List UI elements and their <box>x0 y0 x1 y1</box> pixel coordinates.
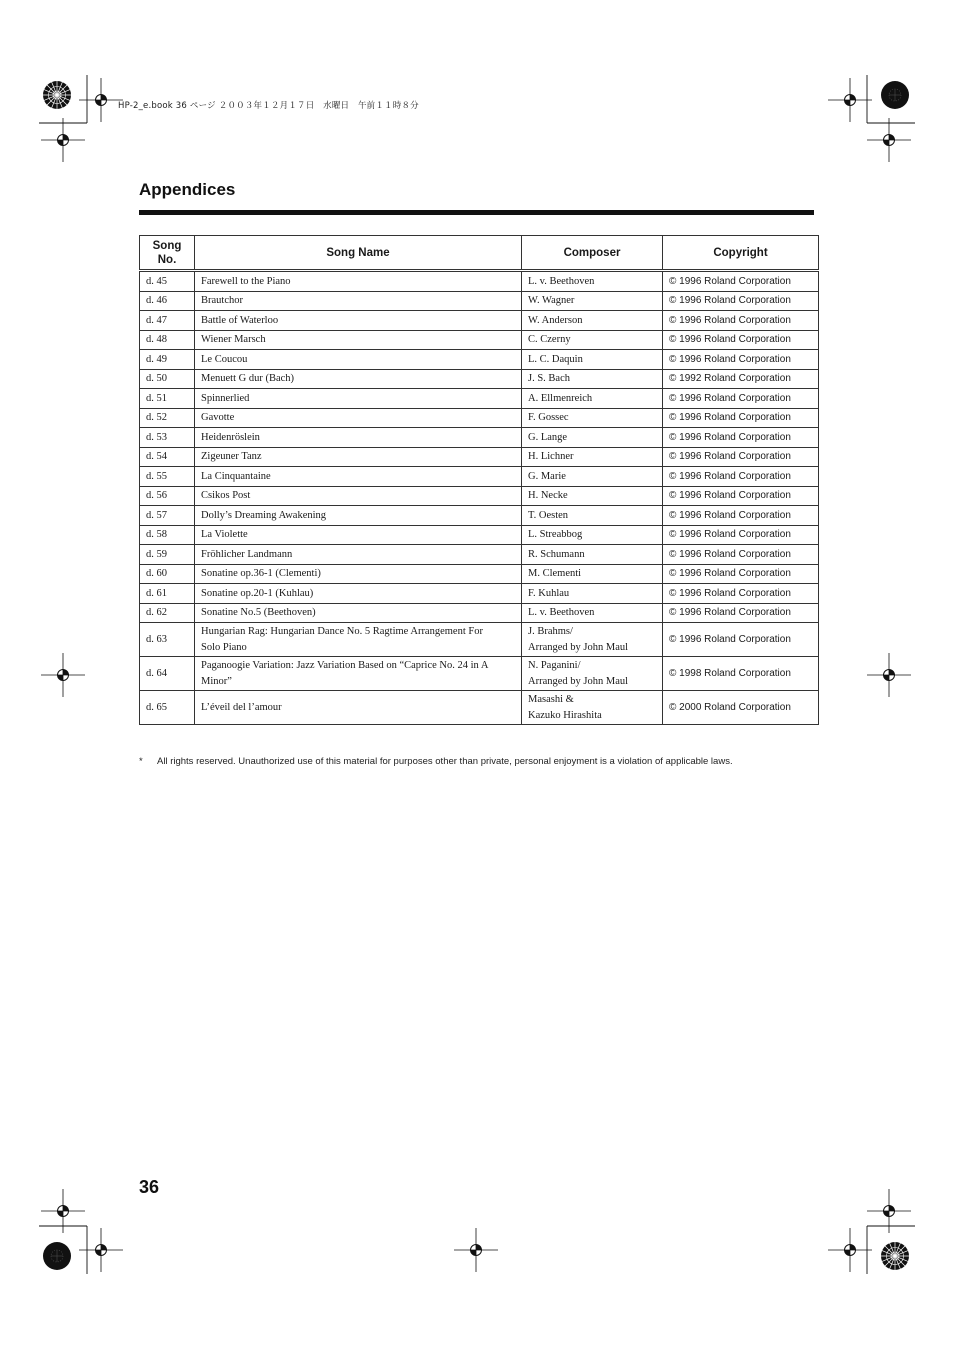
song-number-cell: d. 50 <box>140 369 195 389</box>
composer-cell: F. Kuhlau <box>522 584 663 604</box>
table-row <box>140 467 819 487</box>
song-name-cell: Brautchor <box>195 291 522 311</box>
table-row <box>140 545 819 565</box>
composer-cell: C. Czerny <box>522 330 663 350</box>
copyright-cell: © 1996 Roland Corporation <box>663 330 819 350</box>
song-name-cell <box>195 691 522 725</box>
footnote-marker: * <box>139 756 143 767</box>
song-name-cell: Spinnerlied <box>195 389 522 409</box>
copyright-cell: © 1996 Roland Corporation <box>663 623 819 657</box>
song-name-cell <box>195 623 522 657</box>
composer-cell: G. Marie <box>522 467 663 487</box>
composer-cell <box>522 691 663 725</box>
song-number-cell: d. 52 <box>140 408 195 428</box>
composer-cell: G. Lange <box>522 428 663 448</box>
copyright-cell: © 1996 Roland Corporation <box>663 291 819 311</box>
copyright-cell: © 1996 Roland Corporation <box>663 525 819 545</box>
song-number-cell: d. 57 <box>140 506 195 526</box>
song-number-cell: d. 65 <box>140 691 195 725</box>
composer-cell: W. Anderson <box>522 311 663 331</box>
song-number-cell: d. 49 <box>140 350 195 370</box>
section-title: Appendices <box>139 180 236 199</box>
copyright-cell: © 1996 Roland Corporation <box>663 584 819 604</box>
copyright-cell: © 1996 Roland Corporation <box>663 447 819 467</box>
composer-line: Arranged by John Maul <box>528 641 629 653</box>
footnote-text: All rights reserved. Unauthorized use of this material for purposes other than private, personal enjoyment is a violation of applicable laws. <box>157 756 733 767</box>
copyright-cell: © 1996 Roland Corporation <box>663 603 819 623</box>
song-number-cell: d. 45 <box>140 271 195 292</box>
composer-cell: W. Wagner <box>522 291 663 311</box>
table-row <box>140 408 819 428</box>
table-row <box>140 389 819 409</box>
song-number-cell: d. 47 <box>140 311 195 331</box>
song-name-cell: Sonatine No.5 (Beethoven) <box>195 603 522 623</box>
song-name-line: Paganoogie Variation: Jazz Variation Based on “Caprice No. 24 in A <box>201 660 489 671</box>
table-row <box>140 657 819 691</box>
song-number-cell: d. 63 <box>140 623 195 657</box>
table-row <box>140 623 819 657</box>
composer-cell: L. v. Beethoven <box>522 271 663 292</box>
composer-line: Kazuko Hirashita <box>528 709 602 721</box>
table-row <box>140 350 819 370</box>
copyright-cell: © 1996 Roland Corporation <box>663 389 819 409</box>
song-number-cell: d. 56 <box>140 486 195 506</box>
song-name-cell: Wiener Marsch <box>195 330 522 350</box>
song-name-cell: La Violette <box>195 525 522 545</box>
song-name-cell: Heidenröslein <box>195 428 522 448</box>
song-number-cell: d. 48 <box>140 330 195 350</box>
table-row <box>140 486 819 506</box>
song-name-cell: Farewell to the Piano <box>195 271 522 292</box>
copyright-cell: © 1996 Roland Corporation <box>663 486 819 506</box>
composer-cell: L. v. Beethoven <box>522 603 663 623</box>
song-name-cell: Gavotte <box>195 408 522 428</box>
composer-cell <box>522 657 663 691</box>
composer-cell: A. Ellmenreich <box>522 389 663 409</box>
table-row <box>140 603 819 623</box>
composer-line: Arranged by John Maul <box>528 675 629 687</box>
composer-cell: J. S. Bach <box>522 369 663 389</box>
composer-line: J. Brahms/ <box>528 626 573 637</box>
copyright-cell: © 1996 Roland Corporation <box>663 271 819 292</box>
song-name-cell: Menuett G dur (Bach) <box>195 369 522 389</box>
table-row <box>140 525 819 545</box>
composer-cell: R. Schumann <box>522 545 663 565</box>
table-row <box>140 584 819 604</box>
composer-cell: H. Lichner <box>522 447 663 467</box>
song-number-cell: d. 62 <box>140 603 195 623</box>
composer-cell <box>522 623 663 657</box>
table-row <box>140 447 819 467</box>
copyright-cell: © 1996 Roland Corporation <box>663 564 819 584</box>
header-song-no: Song No. <box>140 236 195 271</box>
composer-line: N. Paganini/ <box>528 660 581 671</box>
table-row <box>140 506 819 526</box>
copyright-cell: © 1996 Roland Corporation <box>663 428 819 448</box>
song-name-cell: Le Coucou <box>195 350 522 370</box>
copyright-cell: © 1996 Roland Corporation <box>663 545 819 565</box>
composer-cell: M. Clementi <box>522 564 663 584</box>
table-row <box>140 564 819 584</box>
title-rule <box>139 210 814 215</box>
song-name-cell: Sonatine op.20-1 (Kuhlau) <box>195 584 522 604</box>
header-copyright: Copyright <box>663 236 819 271</box>
song-number-cell: d. 61 <box>140 584 195 604</box>
song-number-cell: d. 55 <box>140 467 195 487</box>
copyright-cell: © 1996 Roland Corporation <box>663 467 819 487</box>
song-number-cell: d. 59 <box>140 545 195 565</box>
composer-cell: H. Necke <box>522 486 663 506</box>
song-name-cell: Fröhlicher Landmann <box>195 545 522 565</box>
table-row <box>140 428 819 448</box>
print-header: HP-2_e.book 36 ページ ２００３年１２月１７日 水曜日 午前１１時８分 <box>118 101 419 111</box>
copyright-cell: © 1998 Roland Corporation <box>663 657 819 691</box>
table-row <box>140 369 819 389</box>
page-number: 36 <box>139 1177 160 1197</box>
song-name-cell: Sonatine op.36-1 (Clementi) <box>195 564 522 584</box>
header-song-name: Song Name <box>195 236 522 271</box>
song-name-line: Solo Piano <box>201 641 247 653</box>
table-row <box>140 291 819 311</box>
table-row <box>140 691 819 725</box>
composer-line: Masashi & <box>528 694 574 705</box>
table-row <box>140 330 819 350</box>
song-name-cell: Dolly’s Dreaming Awakening <box>195 506 522 526</box>
song-name-line: Hungarian Rag: Hungarian Dance No. 5 Ragtime Arrangement For <box>201 626 483 637</box>
copyright-cell: © 1996 Roland Corporation <box>663 506 819 526</box>
song-name-cell: La Cinquantaine <box>195 467 522 487</box>
song-number-cell: d. 54 <box>140 447 195 467</box>
copyright-cell: © 2000 Roland Corporation <box>663 691 819 725</box>
song-number-cell: d. 53 <box>140 428 195 448</box>
copyright-cell: © 1992 Roland Corporation <box>663 369 819 389</box>
composer-cell: L. Streabbog <box>522 525 663 545</box>
song-name-line: L’éveil del l’amour <box>201 701 282 713</box>
song-name-cell <box>195 657 522 691</box>
song-name-cell: Battle of Waterloo <box>195 311 522 331</box>
table-header-row <box>140 236 819 271</box>
song-table <box>139 235 819 725</box>
copyright-cell: © 1996 Roland Corporation <box>663 350 819 370</box>
song-name-cell: Zigeuner Tanz <box>195 447 522 467</box>
song-number-cell: d. 46 <box>140 291 195 311</box>
table-row <box>140 311 819 331</box>
composer-cell: T. Oesten <box>522 506 663 526</box>
table-row <box>140 271 819 292</box>
song-number-cell: d. 51 <box>140 389 195 409</box>
song-number-cell: d. 60 <box>140 564 195 584</box>
copyright-cell: © 1996 Roland Corporation <box>663 311 819 331</box>
header-composer: Composer <box>522 236 663 271</box>
song-name-line: Minor” <box>201 675 232 687</box>
song-number-cell: d. 64 <box>140 657 195 691</box>
song-number-cell: d. 58 <box>140 525 195 545</box>
copyright-cell: © 1996 Roland Corporation <box>663 408 819 428</box>
composer-cell: L. C. Daquin <box>522 350 663 370</box>
song-name-cell: Csikos Post <box>195 486 522 506</box>
composer-cell: F. Gossec <box>522 408 663 428</box>
